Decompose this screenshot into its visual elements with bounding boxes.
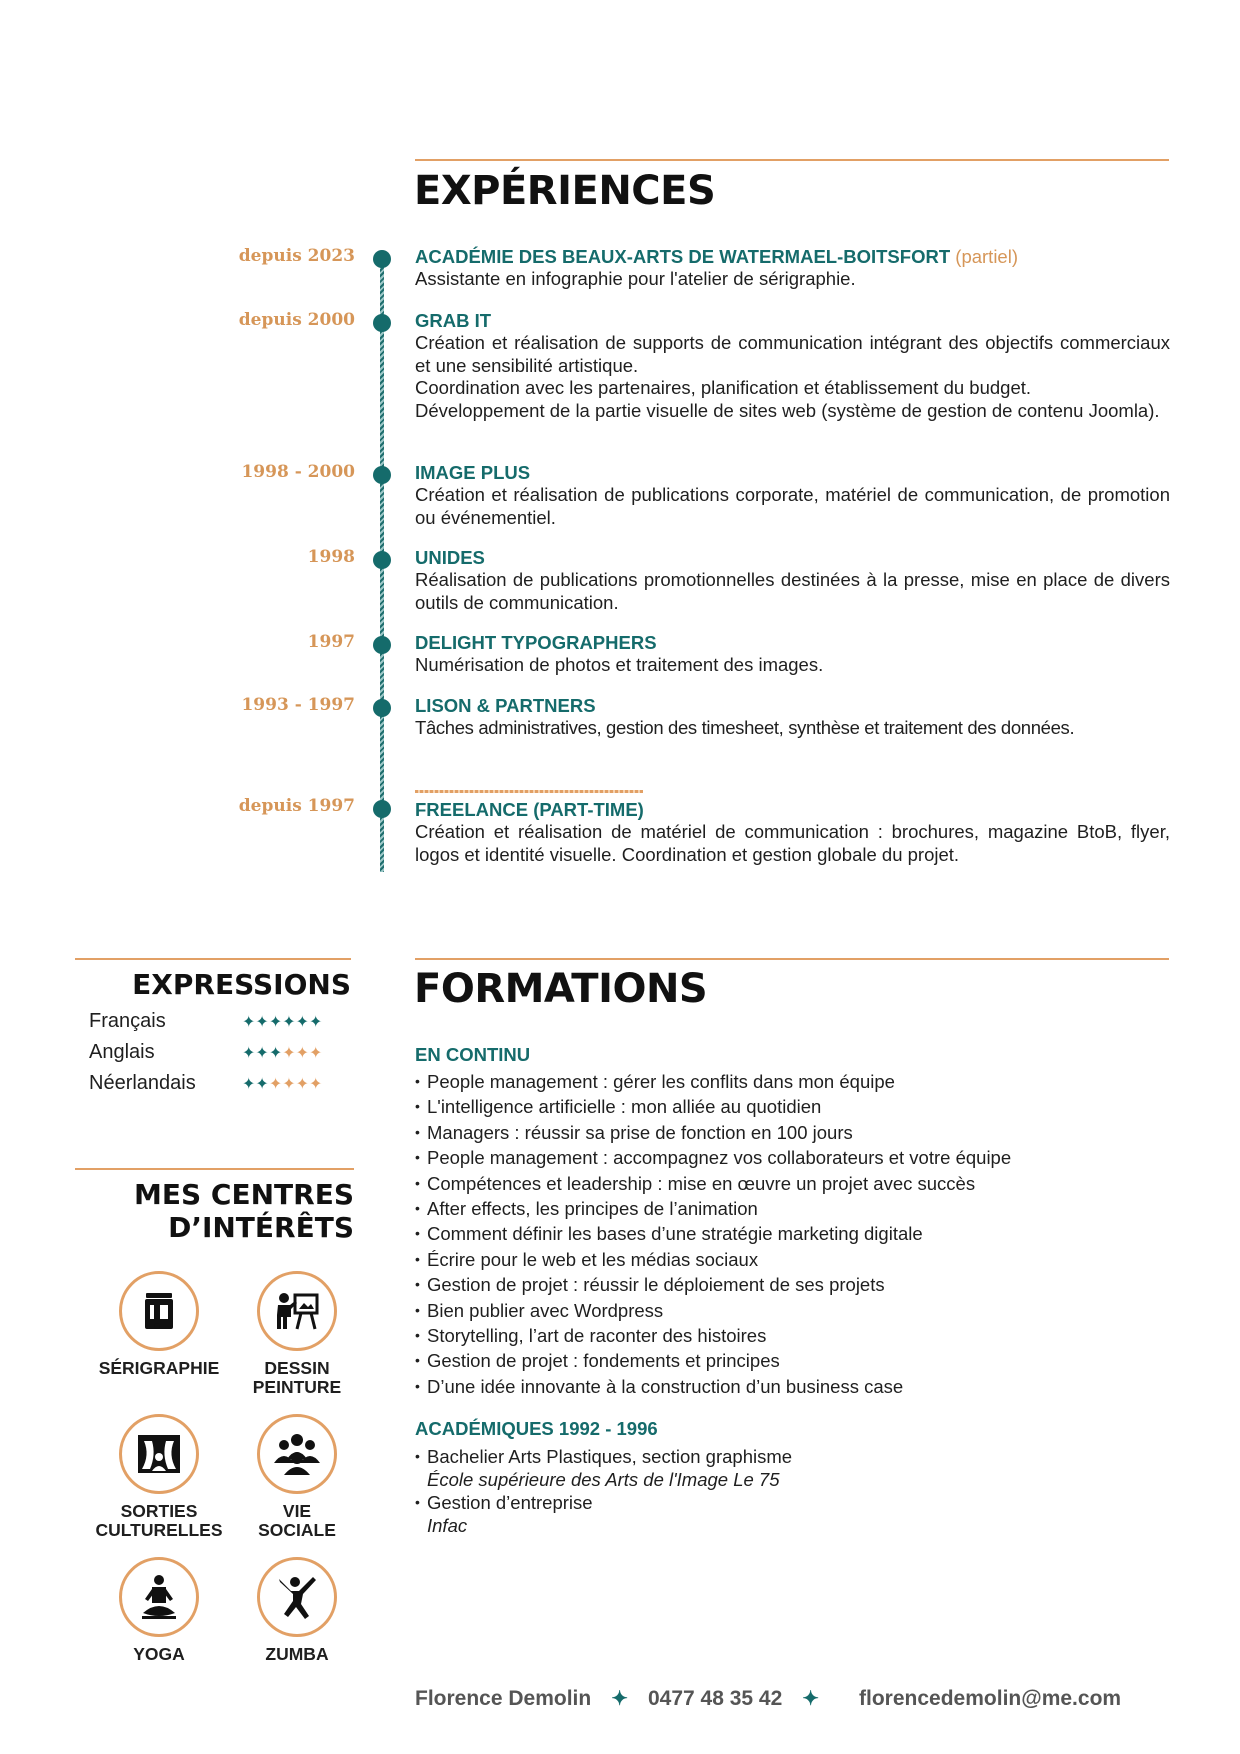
list-item: • Gestion de projet : fondements et principes [415, 1348, 1175, 1373]
diamond-icon: ✦ [611, 1688, 628, 1710]
interest-circle [257, 1414, 337, 1494]
interest-circle [257, 1557, 337, 1637]
timeline-date: 1998 [307, 547, 355, 567]
interest-label: SÉRIGRAPHIE [98, 1358, 220, 1378]
formations-continu-heading: EN CONTINU [415, 1044, 531, 1065]
experience-entry [415, 246, 1170, 291]
experience-description: Création et réalisation de matériel de communication : brochures, magazine BtoB, flyer, logos et identité visuelle. Coordination et gestion globale du projet. [415, 821, 1170, 865]
experience-entry [415, 799, 1170, 866]
experience-description: Assistante en infographie pour l'atelier de sérigraphie. [415, 268, 856, 289]
timeline-date: depuis 1997 [238, 796, 355, 816]
experience-entry [415, 632, 1170, 677]
timeline-date: depuis 2000 [238, 310, 355, 330]
experience-description: Réalisation de publications promotionnelles destinées à la presse, mise en place de divers outils de communication. [415, 569, 1170, 613]
diamond-icon: ✦ [802, 1688, 820, 1710]
formations-rule [415, 958, 1169, 960]
formations-continu-list [415, 1069, 1175, 1399]
interest-zumba [222, 1557, 372, 1664]
interests-title [75, 1178, 354, 1244]
experience-company: GRAB IT [415, 310, 492, 331]
list-item: • L'intelligence artificielle : mon alliée au quotidien [415, 1094, 1175, 1119]
school: Infac [427, 1515, 468, 1536]
expressions-rule [75, 958, 351, 960]
language-name: Néerlandais [89, 1072, 196, 1094]
theater-curtain-icon [136, 1431, 182, 1477]
list-item [415, 1491, 1175, 1537]
contact-phone[interactable]: 0477 48 35 42 [647, 1687, 783, 1710]
list-item: • Écrire pour le web et les médias sociaux [415, 1247, 1175, 1272]
timeline-dot [373, 636, 391, 654]
interest-sorties-culturelles [84, 1414, 234, 1540]
experiences-rule [415, 159, 1169, 161]
list-item: • People management : gérer les conflits dans mon équipe [415, 1069, 1175, 1094]
experience-company: LISON & PARTNERS [415, 695, 596, 716]
interest-label: VIE SOCIALE [258, 1501, 336, 1540]
experience-description: Création et réalisation de publications corporate, matériel de communication, de promotion ou événementiel. [415, 484, 1170, 528]
dancer-icon [273, 1573, 321, 1621]
experience-description: Création et réalisation de supports de communication intégrant des objectifs commerciaux et une sensibilité artistique. [415, 332, 1170, 376]
interest-circle [257, 1271, 337, 1351]
list-item: • D’une idée innovante à la construction d’un business case [415, 1374, 1175, 1399]
interest-serigraphie [84, 1271, 234, 1378]
experience-entry [415, 310, 1170, 422]
experience-company: ACADÉMIE DES BEAUX-ARTS DE WATERMAEL-BOITSFORT (partiel) [415, 246, 1018, 267]
experience-description: Tâches administratives, gestion des timesheet, synthèse et traitement des données. [415, 717, 1075, 738]
timeline-date: 1998 - 2000 [241, 462, 355, 482]
language-row [89, 1041, 349, 1069]
language-name: Anglais [89, 1041, 155, 1063]
interest-circle [119, 1414, 199, 1494]
people-group-icon [272, 1431, 322, 1477]
list-item: • People management : accompagnez vos collaborateurs et votre équipe [415, 1145, 1175, 1170]
list-item: • After effects, les principes de l’animation [415, 1196, 1175, 1221]
timeline-separator [415, 790, 643, 793]
experience-note: (partiel) [955, 246, 1018, 267]
timeline-dot [373, 314, 391, 332]
formations-academic-list [415, 1445, 1175, 1537]
experience-entry [415, 695, 1170, 740]
experience-description: Développement de la partie visuelle de sites web (système de gestion de contenu Joomla). [415, 399, 1160, 421]
experience-entry [415, 462, 1170, 529]
interests-rule [75, 1168, 354, 1170]
list-item: • Compétences et leadership : mise en œuvre un projet avec succès [415, 1171, 1175, 1196]
language-row [89, 1072, 349, 1100]
degree: Gestion d’entreprise [427, 1492, 593, 1513]
paint-bucket-icon [137, 1289, 181, 1333]
timeline-dot [373, 699, 391, 717]
experience-company: FREELANCE (PART-TIME) [415, 799, 644, 820]
language-row [89, 1010, 349, 1038]
experience-description: Numérisation de photos et traitement des images. [415, 654, 824, 675]
expressions-title: EXPRESSIONS [132, 968, 351, 1001]
interest-vie-sociale [222, 1414, 372, 1540]
experiences-title: EXPÉRIENCES [414, 168, 716, 214]
list-item: • Storytelling, l’art de raconter des histoires [415, 1323, 1175, 1348]
timeline-date: 1993 - 1997 [241, 695, 355, 715]
interest-label: SORTIES CULTURELLES [95, 1501, 223, 1540]
school: École supérieure des Arts de l'Image Le 75 [427, 1469, 780, 1490]
formations-academic-heading: ACADÉMIQUES 1992 - 1996 [415, 1418, 658, 1439]
contact-footer [415, 1686, 1175, 1711]
list-item: • Managers : réussir sa prise de fonction en 100 jours [415, 1120, 1175, 1145]
experience-entry [415, 547, 1170, 614]
interest-label: ZUMBA [265, 1644, 329, 1664]
experience-description: Coordination avec les partenaires, planification et établissement du budget. [415, 377, 1032, 398]
interest-circle [119, 1557, 199, 1637]
contact-email[interactable]: florencedemolin@me.com [859, 1687, 1122, 1710]
interest-dessin-peinture [222, 1271, 372, 1397]
interest-label: DESSIN PEINTURE [252, 1358, 342, 1397]
list-item [415, 1445, 1175, 1491]
list-item: • Bien publier avec Wordpress [415, 1298, 1175, 1323]
language-level-stars: ✦✦✦✦✦✦ [242, 1014, 323, 1031]
language-level-stars: ✦✦✦✦✦✦ [242, 1076, 323, 1093]
list-item: • Gestion de projet : réussir le déploiement de ses projets [415, 1272, 1175, 1297]
formations-title: FORMATIONS [414, 966, 708, 1012]
language-name: Français [89, 1010, 166, 1032]
timeline-dot [373, 800, 391, 818]
experience-company: IMAGE PLUS [415, 462, 531, 483]
timeline-date: depuis 2023 [238, 246, 355, 266]
language-level-stars: ✦✦✦✦✦✦ [242, 1045, 323, 1062]
timeline-dot [373, 466, 391, 484]
interest-circle [119, 1271, 199, 1351]
experience-company: UNIDES [415, 547, 485, 568]
timeline-dot [373, 250, 391, 268]
timeline-dot [373, 551, 391, 569]
interests-title-line2: D’INTÉRÊTS [168, 1211, 354, 1245]
degree: Bachelier Arts Plastiques, section graphisme [427, 1446, 793, 1467]
interests-title-line1: MES CENTRES [134, 1178, 354, 1211]
interest-yoga [84, 1557, 234, 1664]
contact-name: Florence Demolin [415, 1687, 592, 1710]
timeline-date: 1997 [307, 632, 355, 652]
painter-easel-icon [273, 1287, 321, 1335]
interest-label: YOGA [133, 1644, 185, 1664]
experience-company: DELIGHT TYPOGRAPHERS [415, 632, 657, 653]
list-item: • Comment définir les bases d’une stratégie marketing digitale [415, 1221, 1175, 1246]
yoga-pose-icon [139, 1573, 179, 1621]
